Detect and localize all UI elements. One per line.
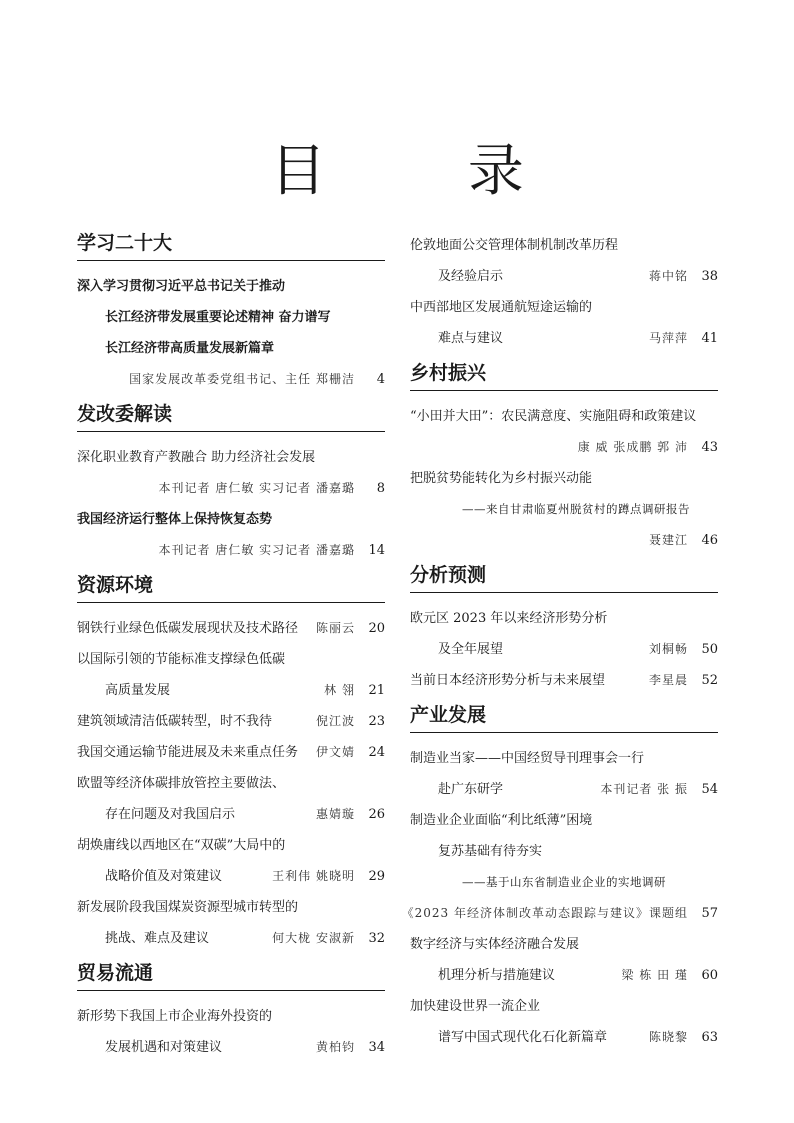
entry-page-number: 63 [701,1030,718,1045]
entry-title: 谱写中国式现代化石化新篇章 [438,1030,608,1045]
toc-entry-line[interactable] [410,805,718,836]
toc-entry-line[interactable] [77,333,385,364]
entry-title: “小田并大田”：农民满意度、实施阻碍和政策建议 [410,409,697,424]
toc-entry-line[interactable] [77,364,385,395]
entry-author: 梁 栋 田 瑾 [621,968,688,982]
entry-title: ——基于山东省制造业企业的实地调研 [462,875,666,889]
entry-page-number: 54 [701,782,718,797]
toc-entry-line[interactable] [410,867,718,898]
toc-entry-line[interactable] [410,743,718,774]
entry-title: 战略价值及对策建议 [105,869,223,884]
toc-entry-line[interactable] [77,830,385,861]
entry-author: 蒋中铭 [648,269,688,283]
entry-title: 欧盟等经济体碳排放管控主要做法、 [77,776,286,791]
toc-entry-line[interactable] [410,525,718,556]
entry-page-number: 32 [368,931,385,946]
toc-entry-line[interactable] [77,737,385,768]
section-heading: 产业发展 [410,702,718,733]
entry-page-number: 60 [701,968,718,983]
entry-author: 李星晨 [648,673,688,687]
entry-title: 中西部地区发展通航短途运输的 [410,300,593,315]
entry-title: 赴广东研学 [438,782,504,797]
entry-page-number: 4 [376,372,385,387]
entry-title: 当前日本经济形势分析与未来展望 [410,673,606,688]
entry-page-number: 20 [368,621,385,636]
toc-entry-line[interactable] [410,634,718,665]
entry-author: 本刊记者 张 振 [600,782,688,796]
page-title: 目 录 [270,139,586,204]
toc-entry-line[interactable] [410,261,718,292]
toc-entry-line[interactable] [410,603,718,634]
section-heading: 乡村振兴 [410,360,718,391]
toc-entry-line[interactable] [410,494,718,525]
toc-entry-line[interactable] [77,861,385,892]
section-heading: 资源环境 [77,572,385,603]
entry-author: 国家发展改革委党组书记、主任 郑栅洁 [129,372,355,386]
entry-title: 及全年展望 [438,642,504,657]
toc-entry-line[interactable] [77,613,385,644]
toc-entry-line[interactable] [77,799,385,830]
entry-title: 制造业当家——中国经贸导刊理事会一行 [410,751,645,766]
entry-author: 马萍萍 [648,331,688,345]
entry-title: 高质量发展 [105,683,171,698]
toc-entry-line[interactable] [410,960,718,991]
toc-entry-line[interactable] [77,302,385,333]
entry-title: 深化职业教育产教融合 助力经济社会发展 [77,450,316,465]
entry-title: 伦敦地面公交管理体制机制改革历程 [410,238,619,253]
entry-author: 康 威 张成鹏 郭 沛 [577,440,688,454]
entry-page-number: 29 [368,869,385,884]
entry-title: 建筑领域清洁低碳转型，时不我待 [77,714,273,729]
entry-title: 以国际引领的节能标准支撑绿色低碳 [77,652,286,667]
entry-page-number: 57 [701,906,718,921]
toc-entry-line[interactable] [410,836,718,867]
toc-entry-line[interactable] [77,923,385,954]
entry-title: 发展机遇和对策建议 [105,1040,223,1055]
entry-title: 胡焕庸线以西地区在“双碳”大局中的 [77,838,286,853]
entry-author: 刘桐畅 [648,642,688,656]
toc-entry-line[interactable] [410,323,718,354]
entry-page-number: 21 [368,683,385,698]
section-heading: 分析预测 [410,562,718,593]
section-heading: 学习二十大 [77,230,385,261]
section-heading: 发改委解读 [77,401,385,432]
toc-entry-line[interactable] [77,442,385,473]
entry-title: 长江经济带发展重要论述精神 奋力谱写 [105,310,331,325]
entry-author: 王利伟 姚晓明 [272,869,355,883]
toc-entry-line[interactable] [77,535,385,566]
entry-title: 及经验启示 [438,269,504,284]
toc-entry-line[interactable] [77,1001,385,1032]
entry-author: 陈丽云 [315,621,355,635]
toc-left-column [77,230,385,1063]
entry-page-number: 38 [701,269,718,284]
toc-entry-line[interactable] [410,665,718,696]
toc-entry-line[interactable] [410,929,718,960]
entry-page-number: 34 [368,1040,385,1055]
toc-entry-line[interactable] [410,1022,718,1053]
entry-page-number: 43 [701,440,718,455]
toc-entry-line[interactable] [77,504,385,535]
entry-title: 长江经济带高质量发展新篇章 [105,341,275,356]
entry-page-number: 52 [701,673,718,688]
toc-entry-line[interactable] [77,892,385,923]
entry-title: 新形势下我国上市企业海外投资的 [77,1009,273,1024]
toc-entry-line[interactable] [77,271,385,302]
entry-title: 复苏基础有待夯实 [438,844,543,859]
toc-entry-line[interactable] [410,230,718,261]
entry-page-number: 14 [368,543,385,558]
entry-title: 深入学习贯彻习近平总书记关于推动 [77,279,286,294]
toc-entry-line[interactable] [77,1032,385,1063]
toc-entry-line[interactable] [410,432,718,463]
toc-entry-line[interactable] [77,644,385,675]
entry-page-number: 24 [368,745,385,760]
entry-title: 我国交通运输节能进展及未来重点任务 [77,745,299,760]
toc-entry-line[interactable] [77,706,385,737]
toc-entry-line[interactable] [77,768,385,799]
entry-page-number: 50 [701,642,718,657]
entry-title: 挑战、难点及建议 [105,931,210,946]
toc-entry-line[interactable] [410,991,718,1022]
toc-entry-line[interactable] [77,473,385,504]
toc-entry-line[interactable] [410,774,718,805]
entry-page-number: 46 [701,533,718,548]
entry-author: 惠婧璇 [315,807,355,821]
section-heading: 贸易流通 [77,960,385,991]
entry-page-number: 8 [376,481,385,496]
toc-entry-line[interactable] [410,463,718,494]
entry-title: 难点与建议 [438,331,504,346]
entry-page-number: 26 [368,807,385,822]
toc-right-column [401,230,718,1053]
entry-title: 钢铁行业绿色低碳发展现状及技术路径 [77,621,299,636]
entry-page-number: 41 [701,331,718,346]
entry-author: 林 翎 [324,683,355,697]
entry-author: 何大栊 安淑新 [272,931,355,945]
entry-page-number: 23 [368,714,385,729]
entry-title: 加快建设世界一流企业 [410,999,541,1014]
entry-title: 数字经济与实体经济融合发展 [410,937,580,952]
entry-title: 我国经济运行整体上保持恢复态势 [77,512,273,527]
entry-title: 存在问题及对我国启示 [105,807,236,822]
entry-author: 《2023 年经济体制改革动态跟踪与建议》课题组 [401,906,688,920]
entry-title: 制造业企业面临“利比纸薄”困境 [410,813,593,828]
entry-title: 新发展阶段我国煤炭资源型城市转型的 [77,900,299,915]
toc-entry-line[interactable] [410,292,718,323]
entry-author: 本刊记者 唐仁敏 实习记者 潘嘉璐 [158,481,355,495]
entry-author: 陈晓黎 [648,1030,688,1044]
entry-title: 欧元区 2023 年以来经济形势分析 [410,611,608,626]
entry-author: 倪江波 [315,714,355,728]
entry-title: ——来自甘肃临夏州脱贫村的蹲点调研报告 [462,502,690,516]
entry-author: 伊文婧 [315,745,355,759]
entry-title: 机理分析与措施建议 [438,968,556,983]
entry-author: 聂建江 [648,533,688,547]
entry-author: 本刊记者 唐仁敏 实习记者 潘嘉璐 [158,543,355,557]
toc-entry-line[interactable] [77,675,385,706]
entry-title: 把脱贫势能转化为乡村振兴动能 [410,471,593,486]
toc-entry-line[interactable] [401,898,718,929]
toc-entry-line[interactable] [410,401,718,432]
entry-author: 黄柏钧 [315,1040,355,1054]
